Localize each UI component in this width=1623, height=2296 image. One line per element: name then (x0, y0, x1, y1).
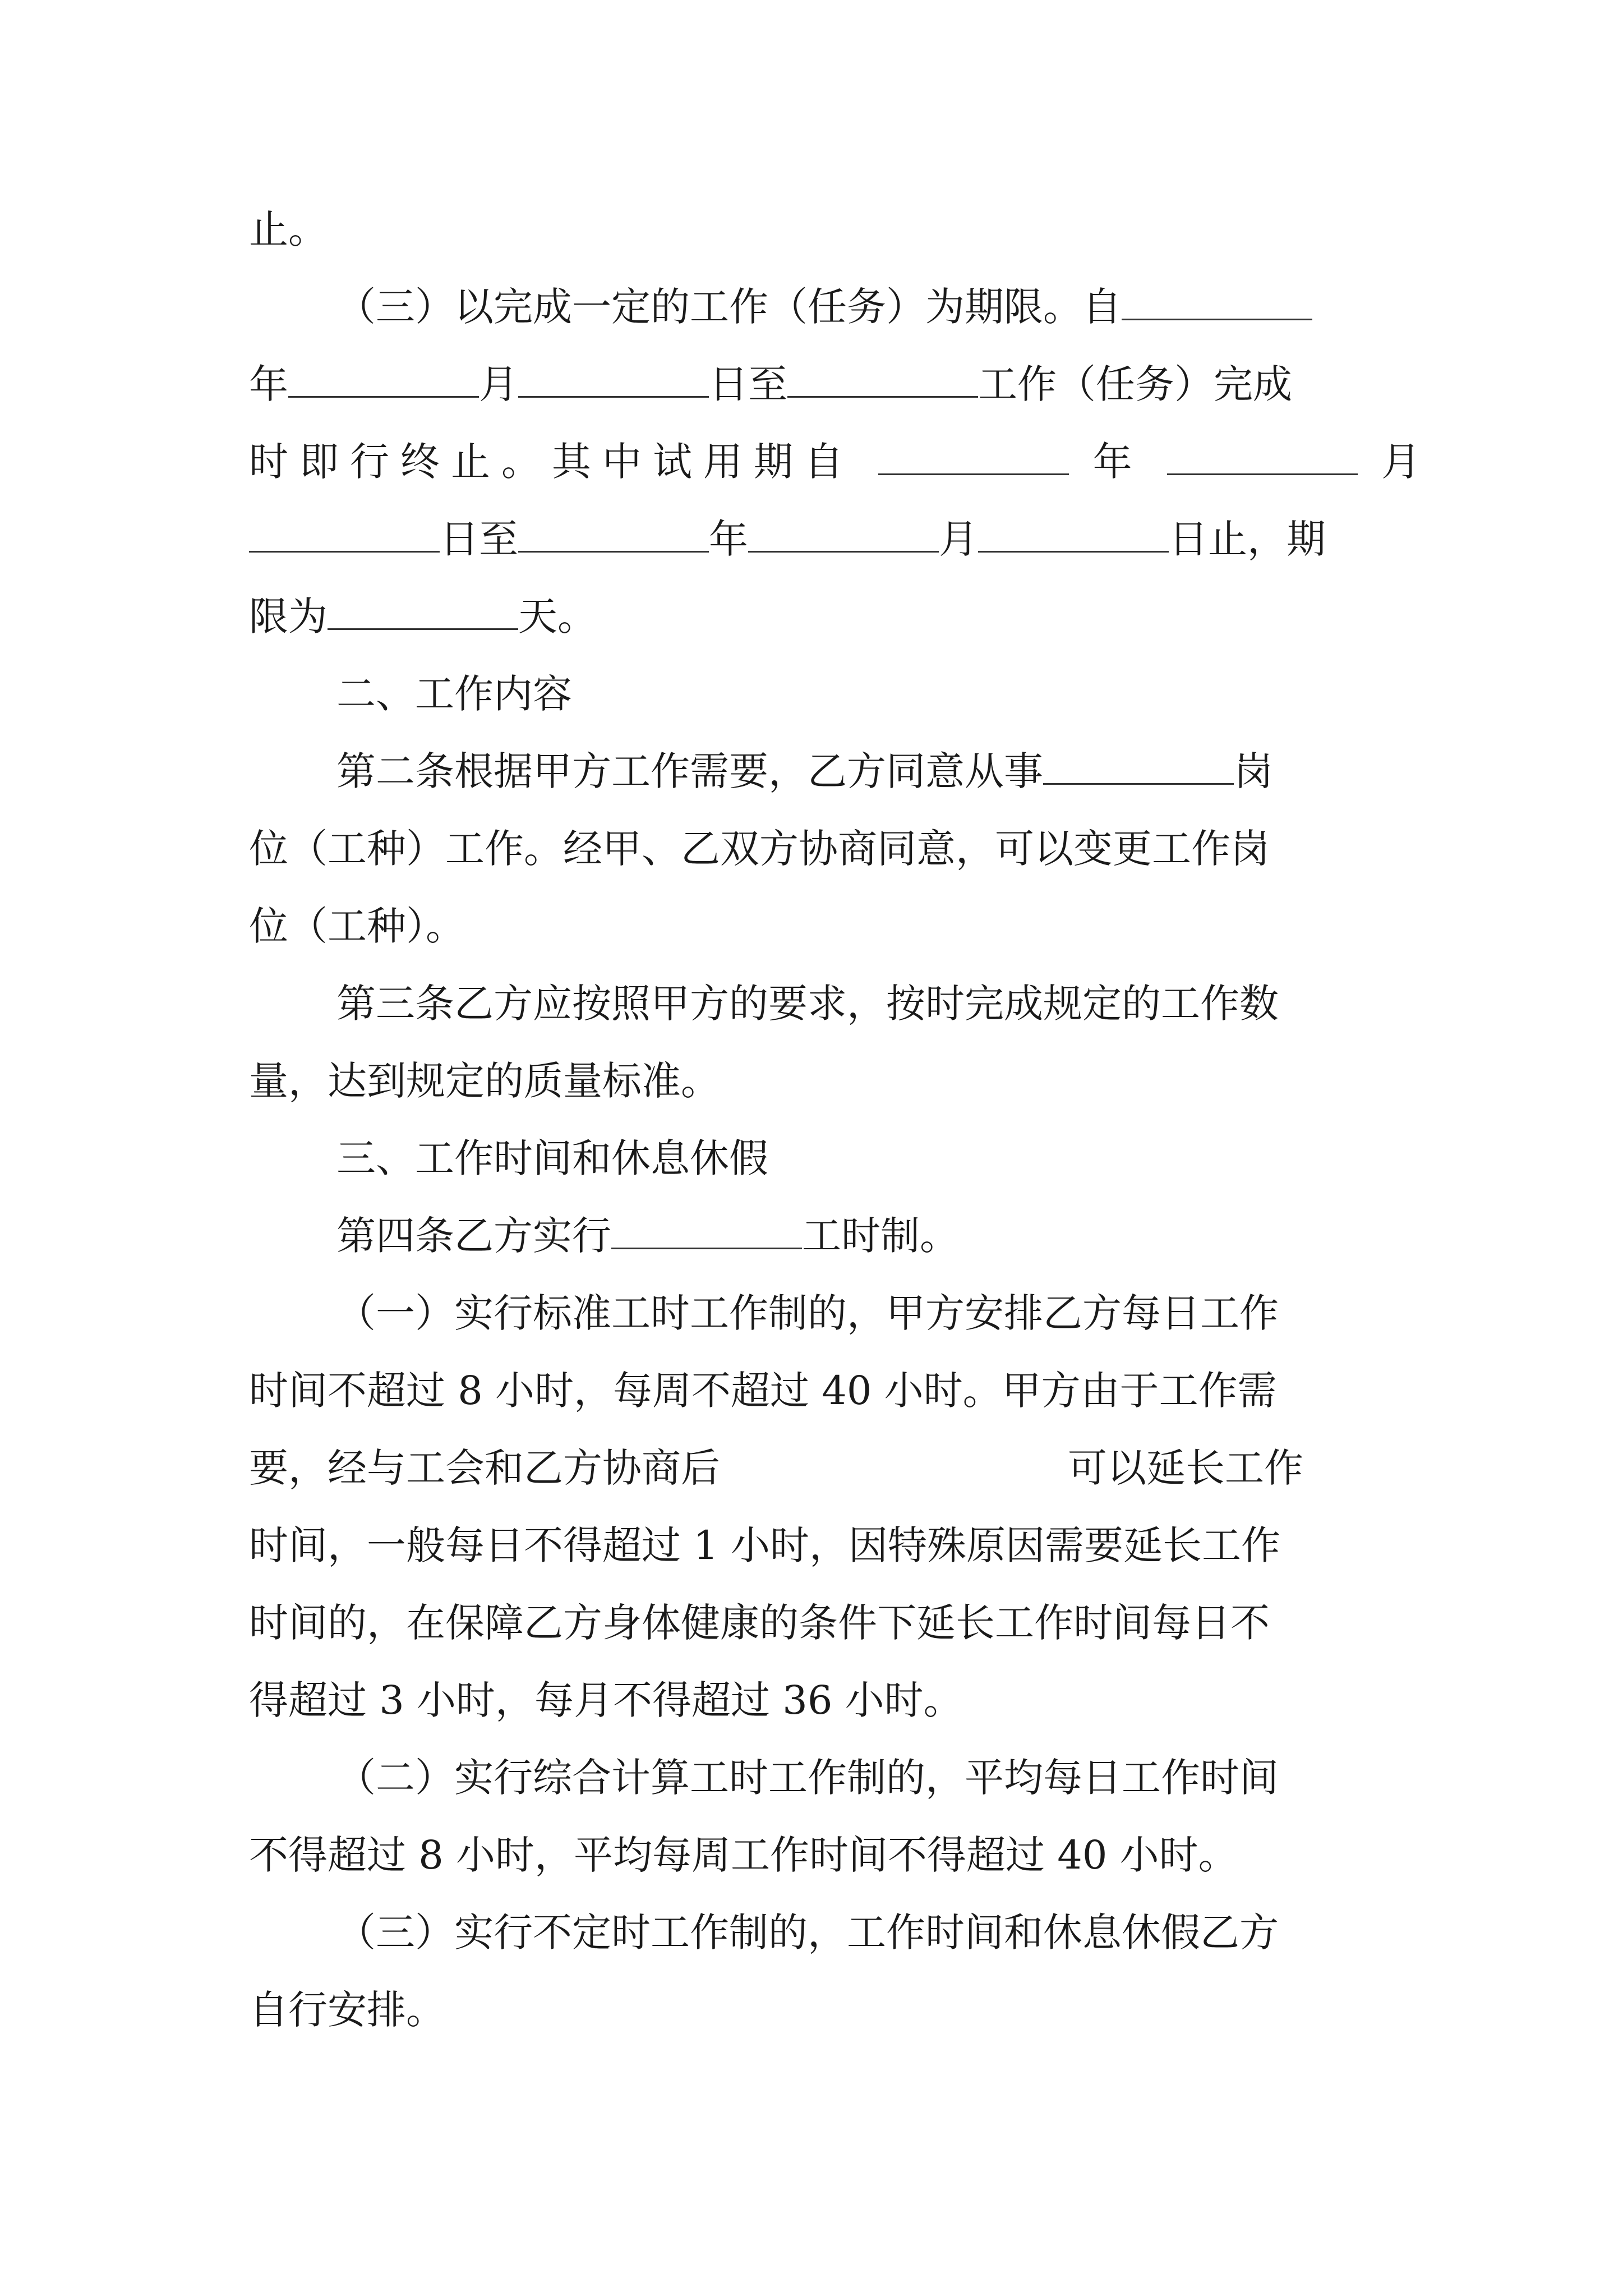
text-run: 第四条乙方实行 (336, 1213, 611, 1259)
text-run: （三）以完成一定的工作（任务）为期限。自 (336, 284, 1122, 330)
text-run: 止。 (249, 206, 328, 252)
text-line (249, 1429, 1385, 1507)
text-run: 第三条乙方应按照甲方的要求，按时完成规定的工作数 (336, 981, 1279, 1027)
paragraph-period-task (249, 268, 1385, 346)
text-run: （三）实行不定时工作制的，工作时间和休息休假乙方 (336, 1910, 1279, 1955)
section-heading-work-content (249, 655, 1385, 733)
fill-blank[interactable] (1043, 744, 1234, 785)
text-run: 年 (249, 361, 288, 407)
text-run: 工时制。 (802, 1213, 959, 1259)
fill-blank[interactable] (518, 512, 709, 553)
text-line (249, 191, 1385, 268)
text-line (249, 1507, 1385, 1584)
text-line (249, 346, 1385, 423)
text-run: 岗 (1234, 748, 1273, 794)
text-line (249, 1352, 1385, 1429)
text-run: 量，达到规定的质量标准。 (249, 1058, 720, 1104)
fill-blank[interactable] (518, 357, 709, 398)
fill-blank[interactable] (328, 589, 518, 630)
text-run: 月 (479, 361, 518, 407)
clause-flexible-hours (249, 1894, 1385, 1971)
text-run: 第二条根据甲方工作需要，乙方同意从事 (336, 748, 1043, 794)
text-run: 年 (709, 516, 748, 562)
text-line (249, 578, 1385, 655)
fill-blank[interactable] (1122, 279, 1312, 320)
text-run: 不得超过 8 小时，平均每周工作时间不得超过 40 小时。 (249, 1832, 1238, 1878)
text-run: 得超过 3 小时，每月不得超过 36 小时。 (249, 1677, 963, 1723)
text-line (249, 1584, 1385, 1662)
text-line (249, 810, 1385, 887)
text-run: 位（工种）。 (249, 903, 465, 949)
text-run: （二）实行综合计算工时工作制的，平均每日工作时间 (336, 1755, 1279, 1801)
text-run: 位（工种）工作。经甲、乙双方协商同意，可以变更工作岗 (249, 826, 1270, 872)
text-run: 要，经与工会和乙方协商后 (249, 1445, 720, 1491)
text-run: （一）实行标准工时工作制的，甲方安排乙方每日工作 (336, 1290, 1279, 1336)
document-body (249, 191, 1432, 2049)
text-run: 日止，期 (1169, 516, 1326, 562)
fill-blank[interactable] (1167, 434, 1358, 475)
article-2 (249, 733, 1385, 810)
text-run: 时间，一般每日不得超过 1 小时，因特殊原因需要延长工作 (249, 1522, 1281, 1568)
text-line (249, 1816, 1385, 1894)
section-heading: 二、工作内容 (336, 671, 572, 717)
text-run: 可以延长工作 (1068, 1445, 1303, 1491)
text-run: 月 (939, 516, 978, 562)
article-3 (249, 965, 1385, 1042)
text-run: 自行安排。 (249, 1987, 445, 2033)
fill-blank[interactable] (878, 434, 1069, 475)
text-run: 日至 (440, 516, 518, 562)
fill-blank[interactable] (748, 512, 939, 553)
text-run: 时即行终止。其中试用期自 (249, 439, 855, 485)
text-run: 月 (1381, 439, 1432, 485)
text-line (249, 1662, 1385, 1739)
fill-blank[interactable] (249, 512, 440, 553)
text-run: 天。 (518, 593, 597, 639)
text-line (249, 887, 1385, 965)
section-heading: 三、工作时间和休息休假 (336, 1135, 768, 1181)
text-run: 年 (1092, 439, 1144, 485)
text-run: 限为 (249, 593, 328, 639)
text-line (249, 1971, 1385, 2049)
section-heading-working-hours (249, 1120, 1385, 1197)
fill-blank[interactable] (611, 1208, 802, 1249)
text-run: 工作（任务）完成 (978, 361, 1292, 407)
text-line (249, 500, 1385, 578)
fill-blank[interactable] (978, 512, 1169, 553)
fill-blank[interactable] (787, 357, 978, 398)
text-line (249, 1042, 1385, 1120)
text-run: 时间不超过 8 小时，每周不超过 40 小时。甲方由于工作需 (249, 1368, 1277, 1414)
article-4 (249, 1197, 1385, 1274)
clause-standard-hours (249, 1274, 1385, 1352)
fill-blank[interactable] (288, 357, 479, 398)
text-run: 日至 (709, 361, 787, 407)
text-run: 时间的，在保障乙方身体健康的条件下延长工作时间每日不 (249, 1600, 1270, 1646)
clause-comprehensive-hours (249, 1739, 1385, 1816)
text-line (249, 423, 1432, 500)
